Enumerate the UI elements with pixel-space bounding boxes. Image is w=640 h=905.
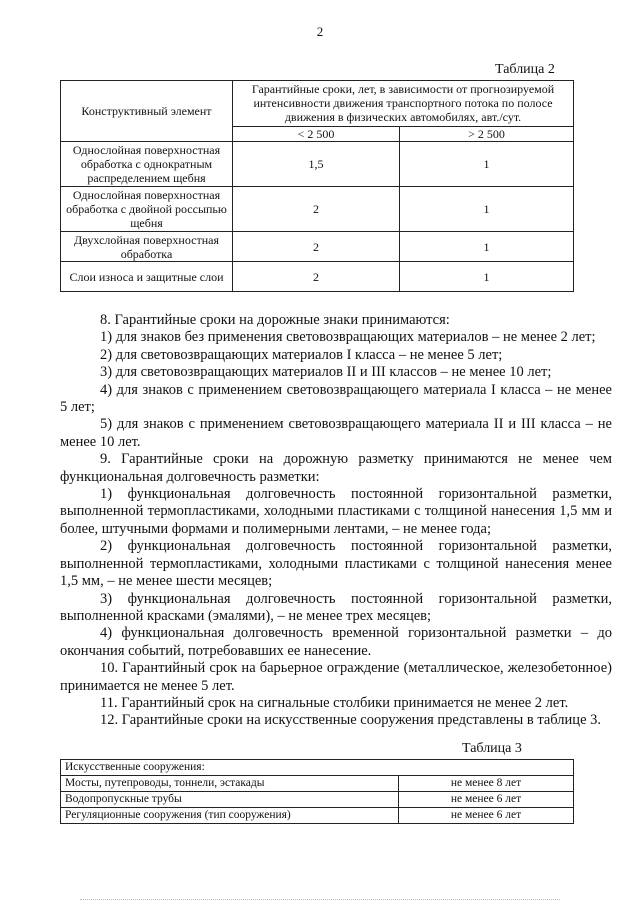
paragraph: 5) для знаков с применением световозвращающего материала II и III класса – не менее 10 лет. [60,416,612,450]
table2-subheader: > 2 500 [400,126,574,141]
table2-element: Слои износа и защитные слои [61,262,233,292]
table2-element: Однослойная поверхностная обработка с двойной россыпью щебня [61,187,233,232]
paragraph: 11. Гарантийный срок на сигнальные столбики принимается не менее 2 лет. [100,694,569,711]
table3-term: не менее 6 лет [399,792,574,808]
structures-table [60,759,574,824]
paragraph: 1) для знаков без применения световозвращающих материалов – не менее 2 лет; [100,329,596,346]
table2-subheader: < 2 500 [233,126,400,141]
table2-value: 2 [233,187,400,232]
paragraph: 9. Гарантийные сроки на дорожную разметку принимаются не менее чем функциональная долговечность разметки: [60,451,612,485]
table2-value: 2 [233,232,400,262]
paragraph: 10. Гарантийный срок на барьерное ограждение (металлическое, железобетонное) принимается не менее 5 лет. [60,660,612,694]
table-row [61,187,574,232]
scan-artifact [80,899,560,901]
paragraph: 2) для световозвращающих материалов I класса – не менее 5 лет; [100,346,503,363]
table2-col1-header: Конструктивный элемент [61,81,233,142]
paragraph: 4) функциональная долговечность временной горизонтальной разметки – до окончания событий, потребовавших ее нанесение. [60,625,612,659]
table2-value: 1 [400,142,574,187]
paragraph: 1) функциональная долговечность постоянной горизонтальной разметки, выполненной термопластиками, холодными пластиками с толщиной нанесения 1,5 мм и более, штучными формами и полимерными лентами, – не менее года; [60,486,612,537]
table2-value: 1 [400,262,574,292]
table3-name: Мосты, путепроводы, тоннели, эстакады [61,776,399,792]
table-row [61,792,574,808]
table3-caption: Таблица 3 [462,741,522,756]
paragraph: 12. Гарантийные сроки на искусственные сооружения представлены в таблице 3. [100,712,602,729]
table-row [61,232,574,262]
table3-term: не менее 6 лет [399,808,574,824]
paragraph: 3) функциональная долговечность постоянной горизонтальной разметки, выполненной красками (эмалями), – не менее трех месяцев; [60,590,612,624]
body-text [60,312,612,730]
paragraph: 4) для знаков с применением световозвращающего материала I класса – не менее 5 лет; [60,381,612,416]
table3-name: Регуляционные сооружения (тип сооружения) [61,808,399,824]
paragraph: 3) для световозвращающих материалов II и III классов – не менее 10 лет; [100,364,552,381]
table-row [61,776,574,792]
table2-value: 1 [400,187,574,232]
warranty-table [60,80,574,292]
table-row [61,262,574,292]
table3-header: Искусственные сооружения: [61,760,574,776]
table2-value: 1 [400,232,574,262]
table2-value: 2 [233,262,400,292]
table-row [61,808,574,824]
paragraph: 8. Гарантийные сроки на дорожные знаки принимаются: [100,312,450,328]
table3-term: не менее 8 лет [399,776,574,792]
page-number: 2 [316,24,324,39]
table2-caption: Таблица 2 [495,62,555,77]
table2-element: Двухслойная поверхностная обработка [61,232,233,262]
paragraph: 2) функциональная долговечность постоянной горизонтальной разметки, выполненной термопластиками, холодными пластиками с толщиной нанесения менее 1,5 мм, – не менее шести месяцев; [60,538,612,590]
table2-element: Однослойная поверхностная обработка с однократным распределением щебня [61,142,233,187]
table2-group-header: Гарантийные сроки, лет, в зависимости от прогнозируемой интенсивности движения транспортного потока по полосе движения в физических автомобилях, авт./сут. [233,81,574,127]
table-row [61,142,574,187]
table2-value: 1,5 [233,142,400,187]
table3-name: Водопропускные трубы [61,792,399,808]
